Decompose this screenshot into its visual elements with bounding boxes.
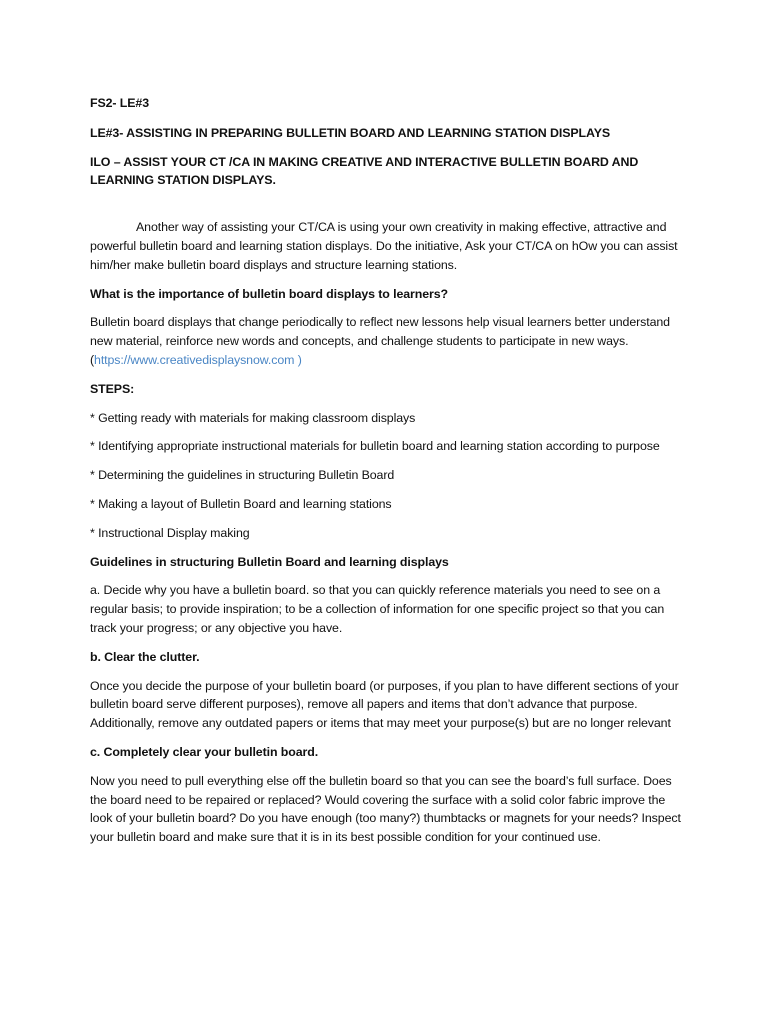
guidelines-heading: Guidelines in structuring Bulletin Board and learning displays — [90, 554, 449, 569]
document-page — [90, 94, 690, 857]
importance-answer — [90, 313, 690, 369]
doc-title: LE#3- ASSISTING IN PREPARING BULLETIN BOARD AND LEARNING STATION DISPLAYS — [90, 125, 611, 140]
step-item-4: * Making a layout of Bulletin Board and learning stations — [90, 496, 392, 511]
guideline-a: a. Decide why you have a bulletin board. so that you can quickly reference materials you need to see on a regular basis; to provide inspiration; to be a collection of information for one specific project so that you can track your progress; or any objective you have. — [90, 583, 665, 635]
step-item-3: * Determining the guidelines in structuring Bulletin Board — [90, 468, 395, 483]
answer-text: Bulletin board displays that change periodically to reflect new lessons help visual learners better understand new material, reinforce new words and concepts, and challenge students to participate in new ways. ( — [90, 315, 670, 367]
doc-ilo: ILO – ASSIST YOUR CT /CA IN MAKING CREATIVE AND INTERACTIVE BULLETIN BOARD AND LEARNING STATION DISPLAYS. — [90, 154, 639, 188]
importance-question: What is the importance of bulletin board displays to learners? — [90, 286, 449, 301]
source-link[interactable]: https://www.creativedisplaysnow.com ) — [94, 352, 302, 367]
guideline-c-text: Now you need to pull everything else off the bulletin board so that you can see the board’s full surface. Does the board need to be repaired or replaced? Would covering the surface with a solid color fabric improve the look of your bulletin board? Do you have enough (too many?) thumbtacks or magnets for your needs? Inspect your bulletin board and make sure that it is in its best possible condition for your continued use. — [90, 773, 681, 845]
guideline-b-text: Once you decide the purpose of your bulletin board (or purposes, if you plan to have different sections of your bulletin board serve different purposes), remove all papers and items that don’t advance that purpose. Additionally, remove any outdated papers or items that may meet your purpose(s) but are no longer relevant — [90, 678, 679, 731]
step-item-1: * Getting ready with materials for making classroom displays — [90, 410, 416, 425]
guideline-b-heading: b. Clear the clutter. — [90, 649, 200, 664]
steps-heading: STEPS: — [90, 381, 135, 396]
step-item-2: * Identifying appropriate instructional materials for bulletin board and learning station according to purpose — [90, 439, 660, 454]
intro-paragraph: Another way of assisting your CT/CA is using your own creativity in making effective, attractive and powerful bulletin board and learning station displays. Do the initiative, Ask your CT/CA on hOw you can assist him/her make bulletin board displays and structure learning stations. — [90, 220, 678, 272]
doc-code: FS2- LE#3 — [90, 96, 150, 110]
step-item-5: * Instructional Display making — [90, 525, 250, 540]
guideline-c-heading: c. Completely clear your bulletin board. — [90, 744, 319, 759]
